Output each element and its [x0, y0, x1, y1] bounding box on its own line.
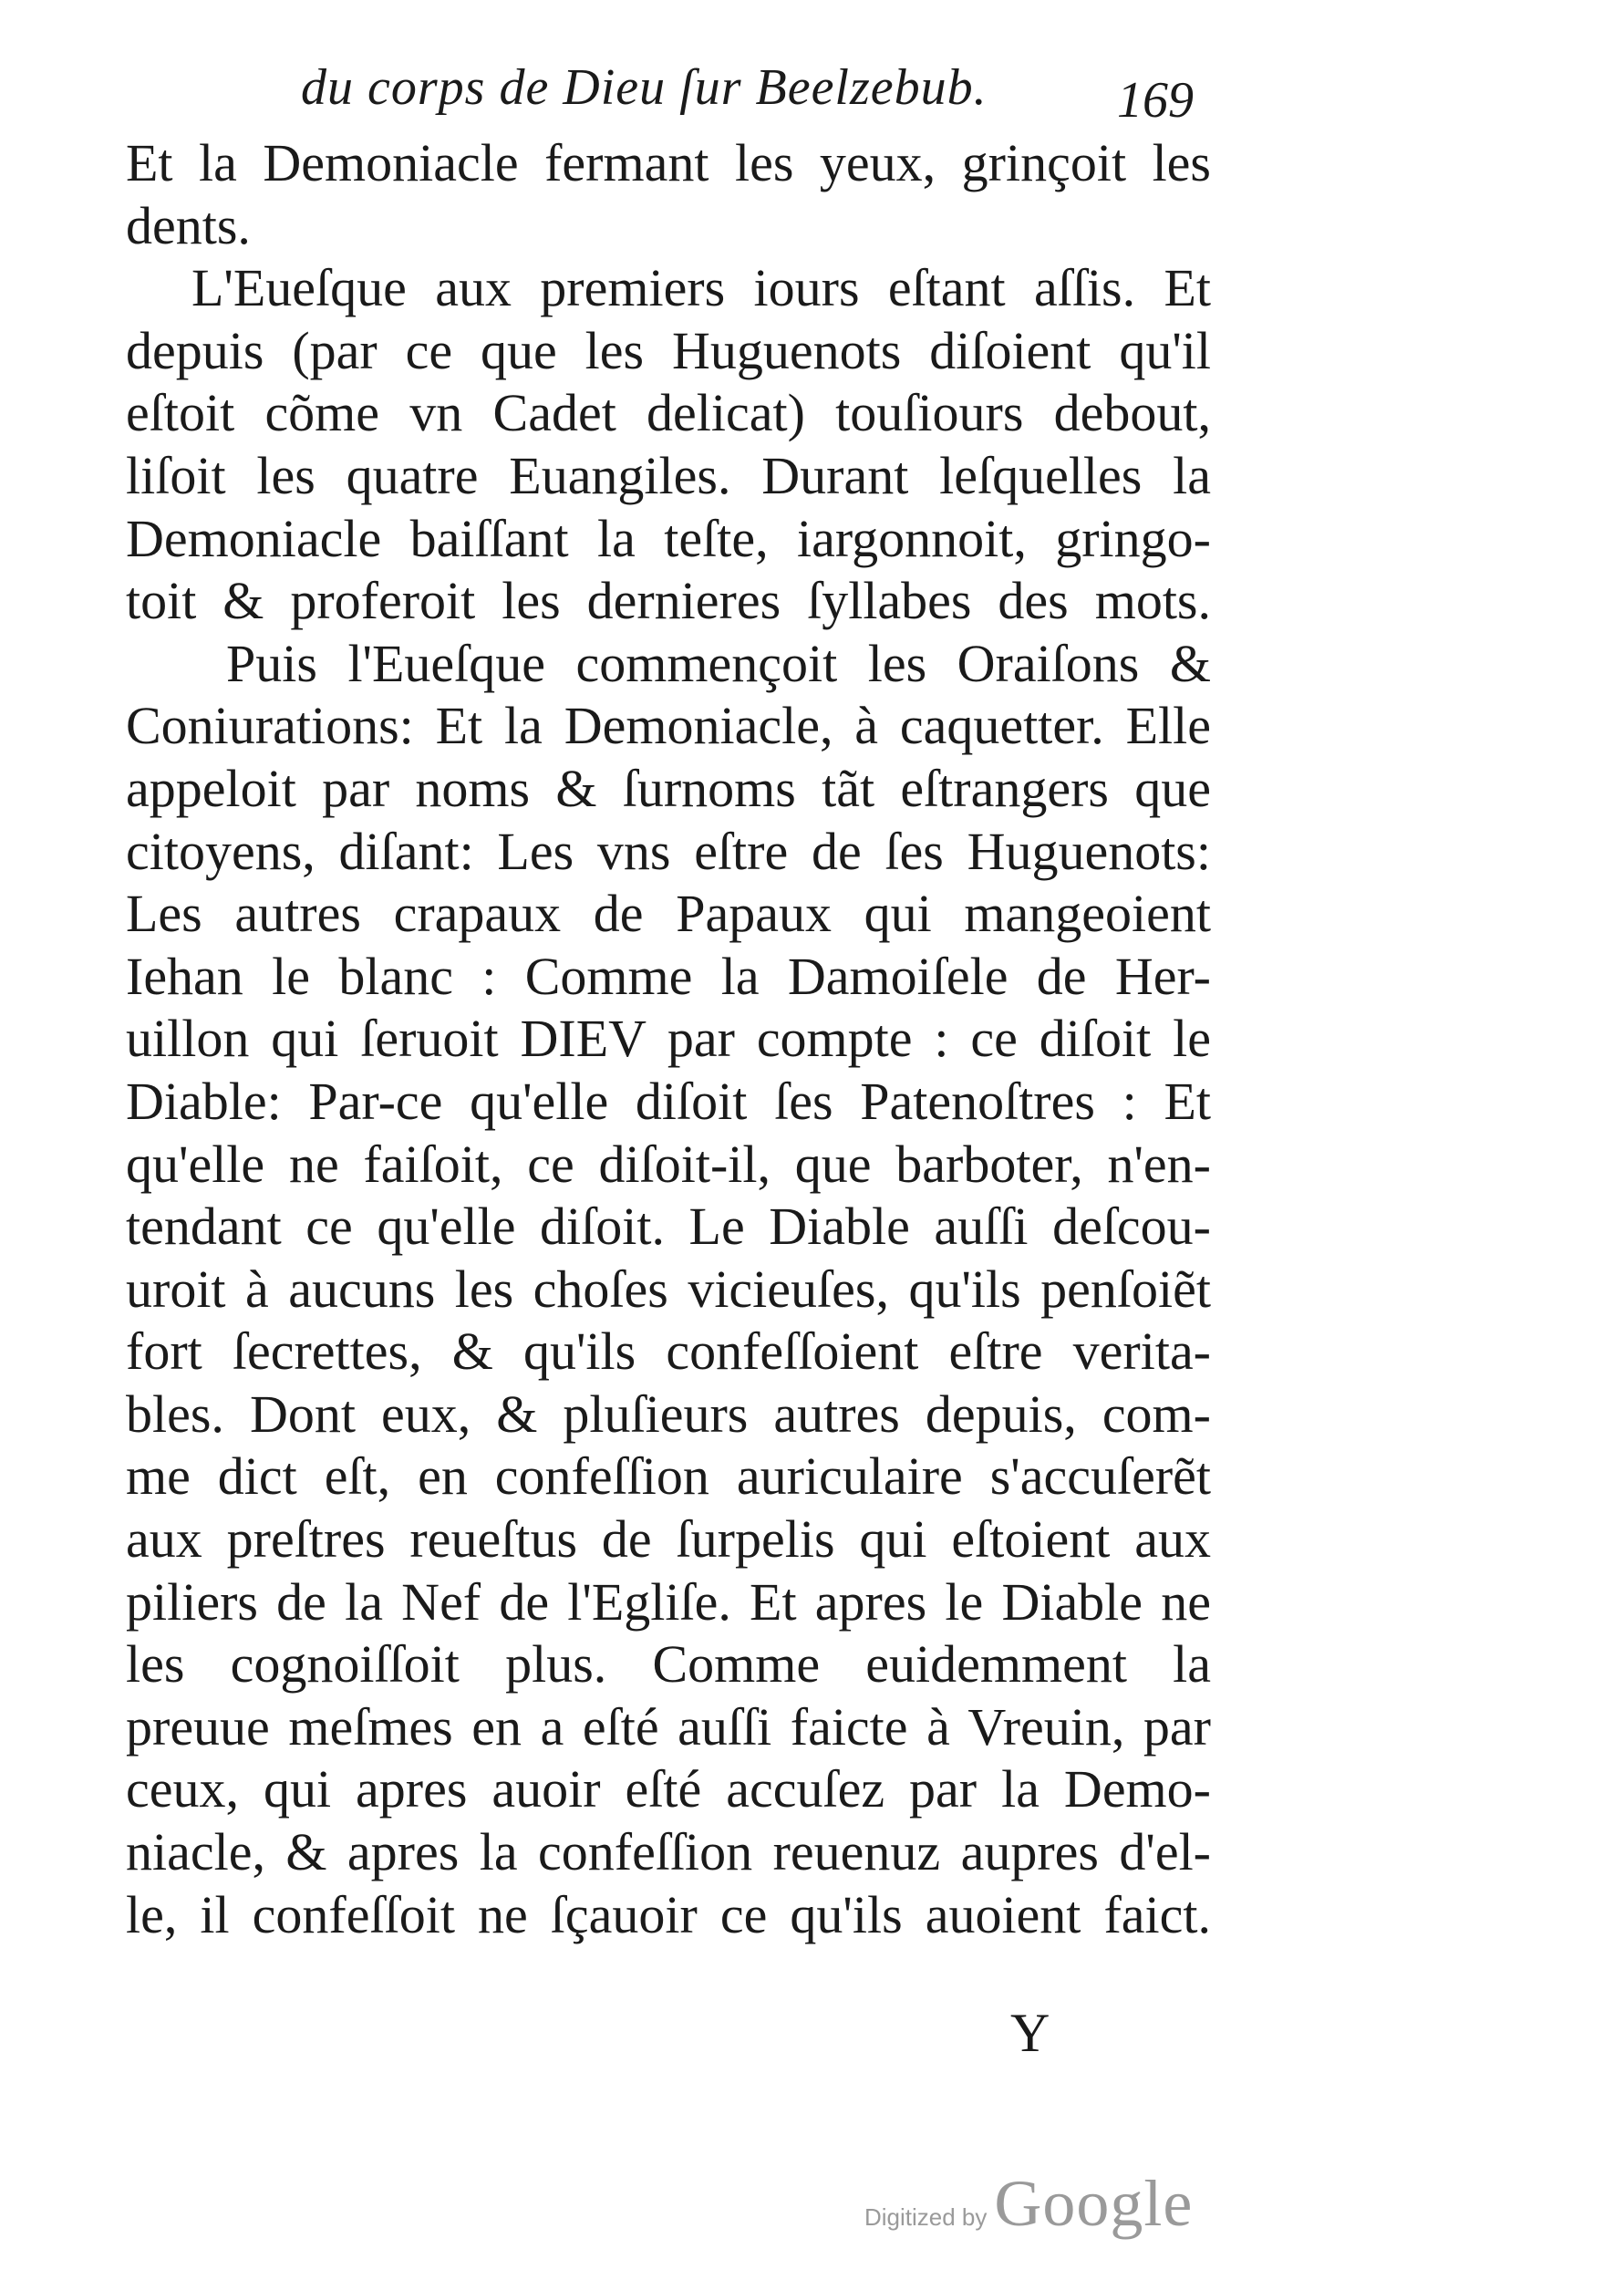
- text-line: dents.: [126, 195, 251, 255]
- text-line: bles. Dont eux, & pluſieurs autres depuis, com-: [126, 1384, 1211, 1444]
- text-line: appeloit par noms & ſurnoms tãt eſtrangers que: [126, 758, 1211, 818]
- text-line: depuis (par ce que les Huguenots diſoient qu'il: [126, 320, 1211, 380]
- text-line: Iehan le blanc : Comme la Damoiſele de Her-: [126, 946, 1211, 1006]
- text-line: eſtoit cõme vn Cadet delicat) touſiours debout,: [126, 383, 1211, 443]
- text-line: Les autres crapaux de Papaux qui mangeoient: [126, 884, 1211, 944]
- body-text: [126, 132, 1211, 1946]
- text-line: aux preſtres reueſtus de ſurpelis qui eſtoient aux: [126, 1509, 1211, 1570]
- text-line: preuue meſmes en a eſté auſſi faicte à Vreuin, par: [126, 1696, 1211, 1757]
- text-line: piliers de la Nef de l'Egliſe. Et apres le Diable ne: [126, 1571, 1211, 1632]
- text-line: les cognoiſſoit plus. Comme euidemment la: [126, 1634, 1211, 1694]
- text-line: me dict eſt, en confeſſion auriculaire s'accuſerẽt: [126, 1446, 1211, 1507]
- text-line: tendant ce qu'elle diſoit. Le Diable auſſi deſcou-: [126, 1197, 1211, 1257]
- text-line: liſoit les quatre Euangiles. Durant leſquelles la: [126, 445, 1211, 505]
- text-line: Diable: Par-ce qu'elle diſoit ſes Patenoſtres : Et: [126, 1071, 1211, 1131]
- text-line: le, il confeſſoit ne ſçauoir ce qu'ils auoient faict.: [126, 1884, 1211, 1944]
- text-line: citoyens, diſant: Les vns eſtre de ſes Huguenots:: [126, 821, 1211, 881]
- text-line: Et la Demoniacle fermant les yeux, grinçoit les: [126, 133, 1211, 192]
- watermark-prefix: Digitized by: [864, 2203, 988, 2231]
- text-line: uroit à aucuns les choſes vicieuſes, qu'ils penſoiẽt: [126, 1259, 1211, 1319]
- paragraph-start-line: L'Eueſque aux premiers iours eſtant aſſis. Et: [191, 258, 1211, 318]
- running-title: du corps de Dieu ſur Beelzebub.: [301, 59, 988, 116]
- text-line: fort ſecrettes, & qu'ils confeſſoient eſtre verita-: [126, 1321, 1211, 1382]
- signature-mark: Y: [1010, 2003, 1050, 2063]
- text-line: niacle, & apres la confeſſion reuenuz aupres d'el-: [126, 1822, 1211, 1882]
- text-line: Coniurations: Et la Demoniacle, à caquetter. Elle: [126, 696, 1211, 756]
- text-line: qu'elle ne faiſoit, ce diſoit-il, que barboter, n'en-: [126, 1134, 1211, 1194]
- text-line: Demoniacle baiſſant la teſte, iargonnoit, gringo-: [126, 508, 1211, 568]
- page-number: 169: [1117, 72, 1194, 129]
- google-watermark: [864, 2166, 1193, 2242]
- text-line: toit & proferoit les dernieres ſyllabes des mots.: [126, 571, 1211, 631]
- text-line: ceux, qui apres auoir eſté accuſez par la Demo-: [126, 1759, 1211, 1819]
- paragraph-start-line: Puis l'Eueſque commençoit les Oraiſons &: [226, 633, 1211, 693]
- text-line: uillon qui ſeruoit DIEV par compte : ce diſoit le: [126, 1009, 1211, 1069]
- watermark-brand: Google: [994, 2167, 1194, 2240]
